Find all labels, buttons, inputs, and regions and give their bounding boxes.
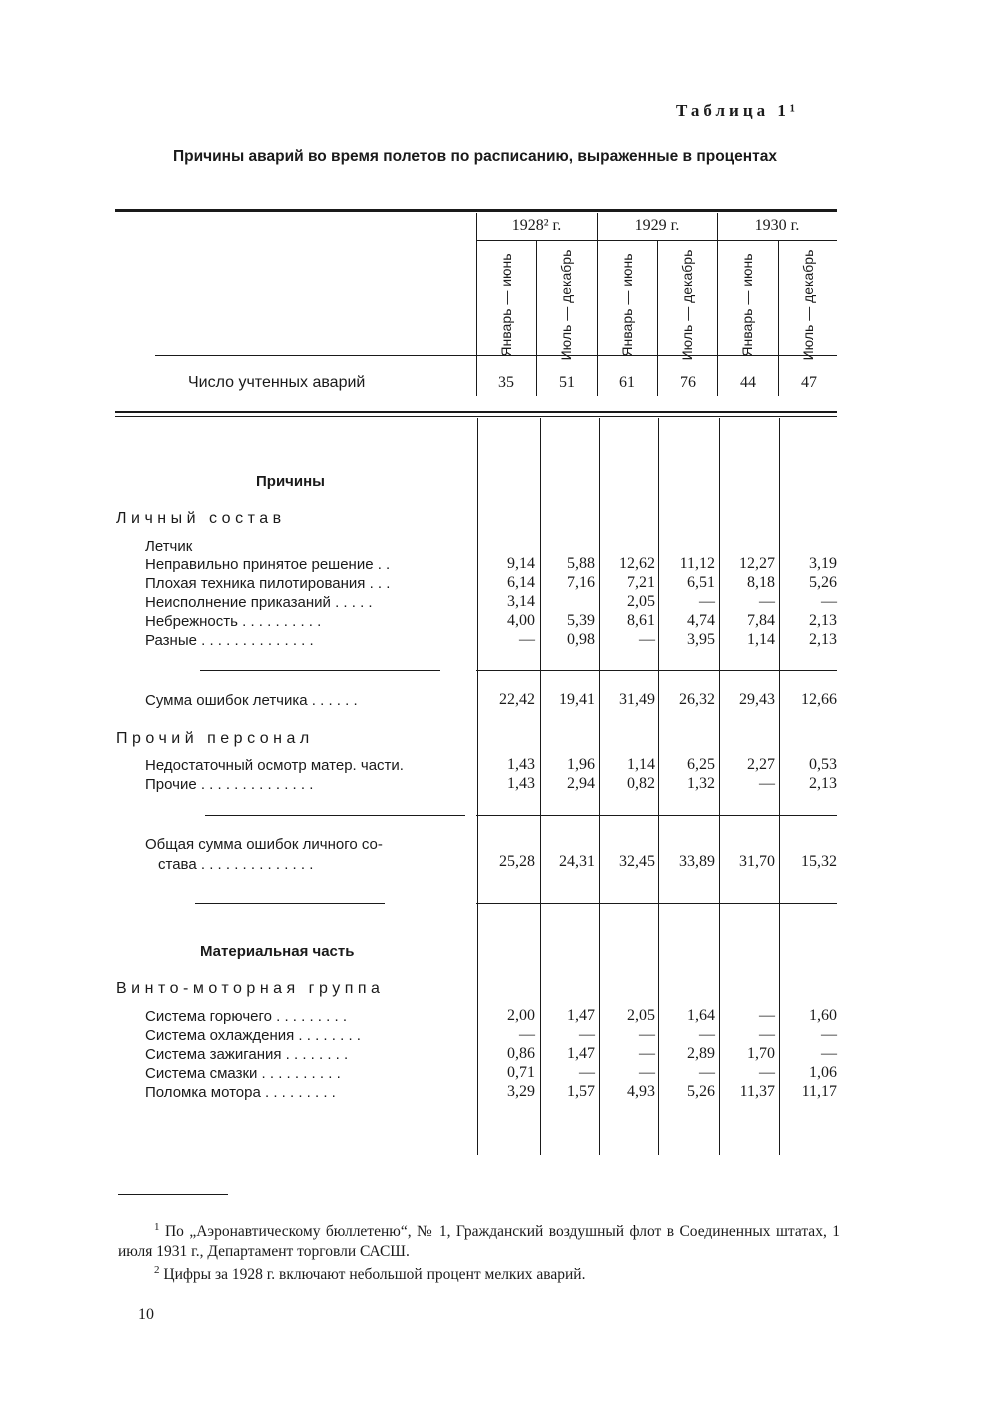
pilot-sum-value: 22,42 (499, 691, 535, 708)
table-number: Таблица 1¹ (676, 101, 799, 120)
row-value: — (639, 1064, 655, 1081)
row-label: Система охлаждения . . . . . . . . (145, 1027, 361, 1044)
body-col-line-0 (477, 418, 478, 1155)
row-value: 2,94 (567, 775, 595, 792)
total-sum-value: 24,31 (559, 853, 595, 870)
row-value: 7,21 (627, 574, 655, 591)
row-value: 6,25 (687, 756, 715, 773)
row-value: — (821, 1026, 837, 1043)
total-rule (476, 903, 837, 904)
col-line-5 (778, 241, 779, 396)
footnote-rule (118, 1194, 228, 1195)
row-value: 1,47 (567, 1007, 595, 1024)
pilot-sum-value: 26,32 (679, 691, 715, 708)
pilot-sum-value: 31,49 (619, 691, 655, 708)
row-label: Неисполнение приказаний . . . . . (145, 594, 373, 611)
subgroup-title-pilot: Летчик (145, 538, 193, 555)
total-sum-value: 25,28 (499, 853, 535, 870)
total-label-rule (195, 903, 385, 904)
year-1930: 1930 г. (754, 217, 800, 234)
footnote-2-mark: 2 (154, 1264, 160, 1276)
row-value: 2,13 (809, 612, 837, 629)
row-value: 11,17 (801, 1083, 837, 1100)
row-label: Плохая техника пилотирования . . . (145, 575, 391, 592)
row-value: 1,96 (567, 756, 595, 773)
period-header-4 (659, 249, 715, 361)
row-value: 0,86 (507, 1045, 535, 1062)
total-sum-label-line2: става . . . . . . . . . . . . . . (158, 856, 314, 873)
row-value: 2,27 (747, 756, 775, 773)
count-rule-1 (115, 411, 837, 413)
period-label: Июль — декабрь (800, 249, 816, 361)
row-value: 1,70 (747, 1045, 775, 1062)
period-header-3 (599, 255, 655, 355)
period-header-5 (719, 255, 775, 355)
row-value: — (699, 1026, 715, 1043)
pilot-sum-label-rule (200, 670, 440, 671)
row-value: — (639, 631, 655, 648)
col-line-3 (657, 241, 658, 396)
footnote-2-text: Цифры за 1928 г. включают небольшой процент мелких аварий. (163, 1266, 586, 1284)
row-label: Небрежность . . . . . . . . . . (145, 613, 322, 630)
row-label: Система смазки . . . . . . . . . . (145, 1065, 341, 1082)
col-line-2 (597, 213, 598, 396)
row-value: 5,39 (567, 612, 595, 629)
row-value: 7,16 (567, 574, 595, 591)
period-label: Июль — декабрь (679, 249, 695, 361)
row-value: 11,37 (739, 1083, 775, 1100)
row-value: 3,14 (507, 593, 535, 610)
count-value: 44 (740, 374, 756, 391)
total-sum-value: 32,45 (619, 853, 655, 870)
row-value: 4,00 (507, 612, 535, 629)
row-value: 0,53 (809, 756, 837, 773)
table-title: Причины аварий во время полетов по расписанию, выраженные в процентах (172, 148, 777, 165)
page-number: 10 (138, 1306, 154, 1323)
row-value: 9,14 (507, 555, 535, 572)
row-value: 6,51 (687, 574, 715, 591)
footnote-1-mark: 1 (154, 1221, 160, 1233)
row-value: 12,27 (739, 555, 775, 572)
count-rule-2 (115, 416, 837, 417)
row-value: 1,14 (747, 631, 775, 648)
top-rule (115, 209, 837, 212)
row-value: — (579, 1026, 595, 1043)
row-value: 5,26 (809, 574, 837, 591)
period-label: Январь — июнь (739, 253, 755, 357)
body-col-line-3 (658, 418, 659, 1155)
row-label: Система зажигания . . . . . . . . (145, 1046, 349, 1063)
row-value: — (579, 1064, 595, 1081)
row-label: Неправильно принятое решение . . (145, 556, 391, 573)
pilot-sum-label: Сумма ошибок летчика . . . . . . (145, 692, 358, 709)
pilot-sum-rule (476, 670, 837, 671)
row-label: Прочие . . . . . . . . . . . . . . (145, 776, 314, 793)
row-value: — (759, 1064, 775, 1081)
row-value: 4,74 (687, 612, 715, 629)
count-value: 61 (619, 374, 635, 391)
row-label: Поломка мотора . . . . . . . . . (145, 1084, 336, 1101)
row-value: 1,14 (627, 756, 655, 773)
count-value: 35 (498, 374, 514, 391)
body-col-line-5 (779, 418, 780, 1155)
count-value: 47 (801, 374, 817, 391)
body-col-line-2 (599, 418, 600, 1155)
col-line-0 (476, 213, 477, 396)
footnote-1 (118, 1217, 840, 1262)
period-label: Январь — июнь (619, 253, 635, 357)
period-header-1 (478, 255, 534, 355)
header-rule (155, 355, 837, 356)
row-value: — (699, 1064, 715, 1081)
row-value: 12,62 (619, 555, 655, 572)
row-value: — (759, 1007, 775, 1024)
pilot-sum-value: 19,41 (559, 691, 595, 708)
row-value: — (821, 1045, 837, 1062)
year-1928: 1928² г. (511, 217, 562, 234)
row-label: Разные . . . . . . . . . . . . . . (145, 632, 314, 649)
row-value: 6,14 (507, 574, 535, 591)
row-value: 1,47 (567, 1045, 595, 1062)
period-header-6 (780, 249, 836, 361)
count-row-label: Число учтенных аварий (188, 374, 366, 391)
other-rule (476, 815, 837, 816)
row-label: Система горючего . . . . . . . . . (145, 1008, 347, 1025)
row-value: — (821, 593, 837, 610)
row-value: 5,26 (687, 1083, 715, 1100)
section-heading-causes: Причины (256, 473, 325, 490)
row-value: 2,05 (627, 1007, 655, 1024)
period-label: Январь — июнь (498, 253, 514, 357)
group-title-other-personnel: Прочий персонал (116, 730, 314, 747)
other-label-rule (205, 815, 465, 816)
row-value: — (639, 1045, 655, 1062)
total-sum-label-line1: Общая сумма ошибок личного со- (145, 836, 383, 853)
total-sum-value: 33,89 (679, 853, 715, 870)
row-value: 8,61 (627, 612, 655, 629)
row-value: 8,18 (747, 574, 775, 591)
row-value: 0,71 (507, 1064, 535, 1081)
row-value: 4,93 (627, 1083, 655, 1100)
row-value: 0,98 (567, 631, 595, 648)
row-value: 2,13 (809, 775, 837, 792)
pilot-sum-value: 29,43 (739, 691, 775, 708)
row-value: 1,43 (507, 775, 535, 792)
row-value: — (759, 593, 775, 610)
row-value: 2,13 (809, 631, 837, 648)
row-value: 3,29 (507, 1083, 535, 1100)
row-value: 3,95 (687, 631, 715, 648)
footnote-2 (154, 1264, 585, 1284)
group-title-engine: Винто-моторная группа (116, 980, 385, 997)
section-heading-material: Материальная часть (200, 943, 355, 960)
footnote-1-text: По „Аэронавтическому бюллетеню“, № 1, Гражданский воздушный флот в Соединенных штатах, 1 июля 1931 г., Департамент торговли САСШ. (118, 1223, 841, 1261)
row-value: — (759, 1026, 775, 1043)
row-value: — (519, 1026, 535, 1043)
row-value: 1,32 (687, 775, 715, 792)
count-value: 76 (680, 374, 696, 391)
count-value: 51 (559, 374, 575, 391)
row-value: — (639, 1026, 655, 1043)
row-value: 1,06 (809, 1064, 837, 1081)
period-header-2 (538, 249, 594, 361)
row-value: — (759, 775, 775, 792)
total-sum-value: 31,70 (739, 853, 775, 870)
row-value: 5,88 (567, 555, 595, 572)
period-label: Июль — декабрь (558, 249, 574, 361)
row-value: — (519, 631, 535, 648)
body-col-line-4 (719, 418, 720, 1155)
group-title-personnel: Личный состав (116, 510, 286, 527)
row-value: 7,84 (747, 612, 775, 629)
row-label: Недостаточный осмотр матер. части. (145, 757, 404, 774)
row-value: 1,43 (507, 756, 535, 773)
col-line-1 (536, 241, 537, 396)
row-value: 3,19 (809, 555, 837, 572)
row-value: 2,89 (687, 1045, 715, 1062)
row-value: 11,12 (679, 555, 715, 572)
row-value: — (699, 593, 715, 610)
row-value: 1,64 (687, 1007, 715, 1024)
row-value: 2,00 (507, 1007, 535, 1024)
year-1929: 1929 г. (634, 217, 680, 234)
row-value: 1,57 (567, 1083, 595, 1100)
row-value: 2,05 (627, 593, 655, 610)
pilot-sum-value: 12,66 (801, 691, 837, 708)
col-line-4 (717, 213, 718, 396)
row-value: 0,82 (627, 775, 655, 792)
row-value: 1,60 (809, 1007, 837, 1024)
total-sum-value: 15,32 (801, 853, 837, 870)
